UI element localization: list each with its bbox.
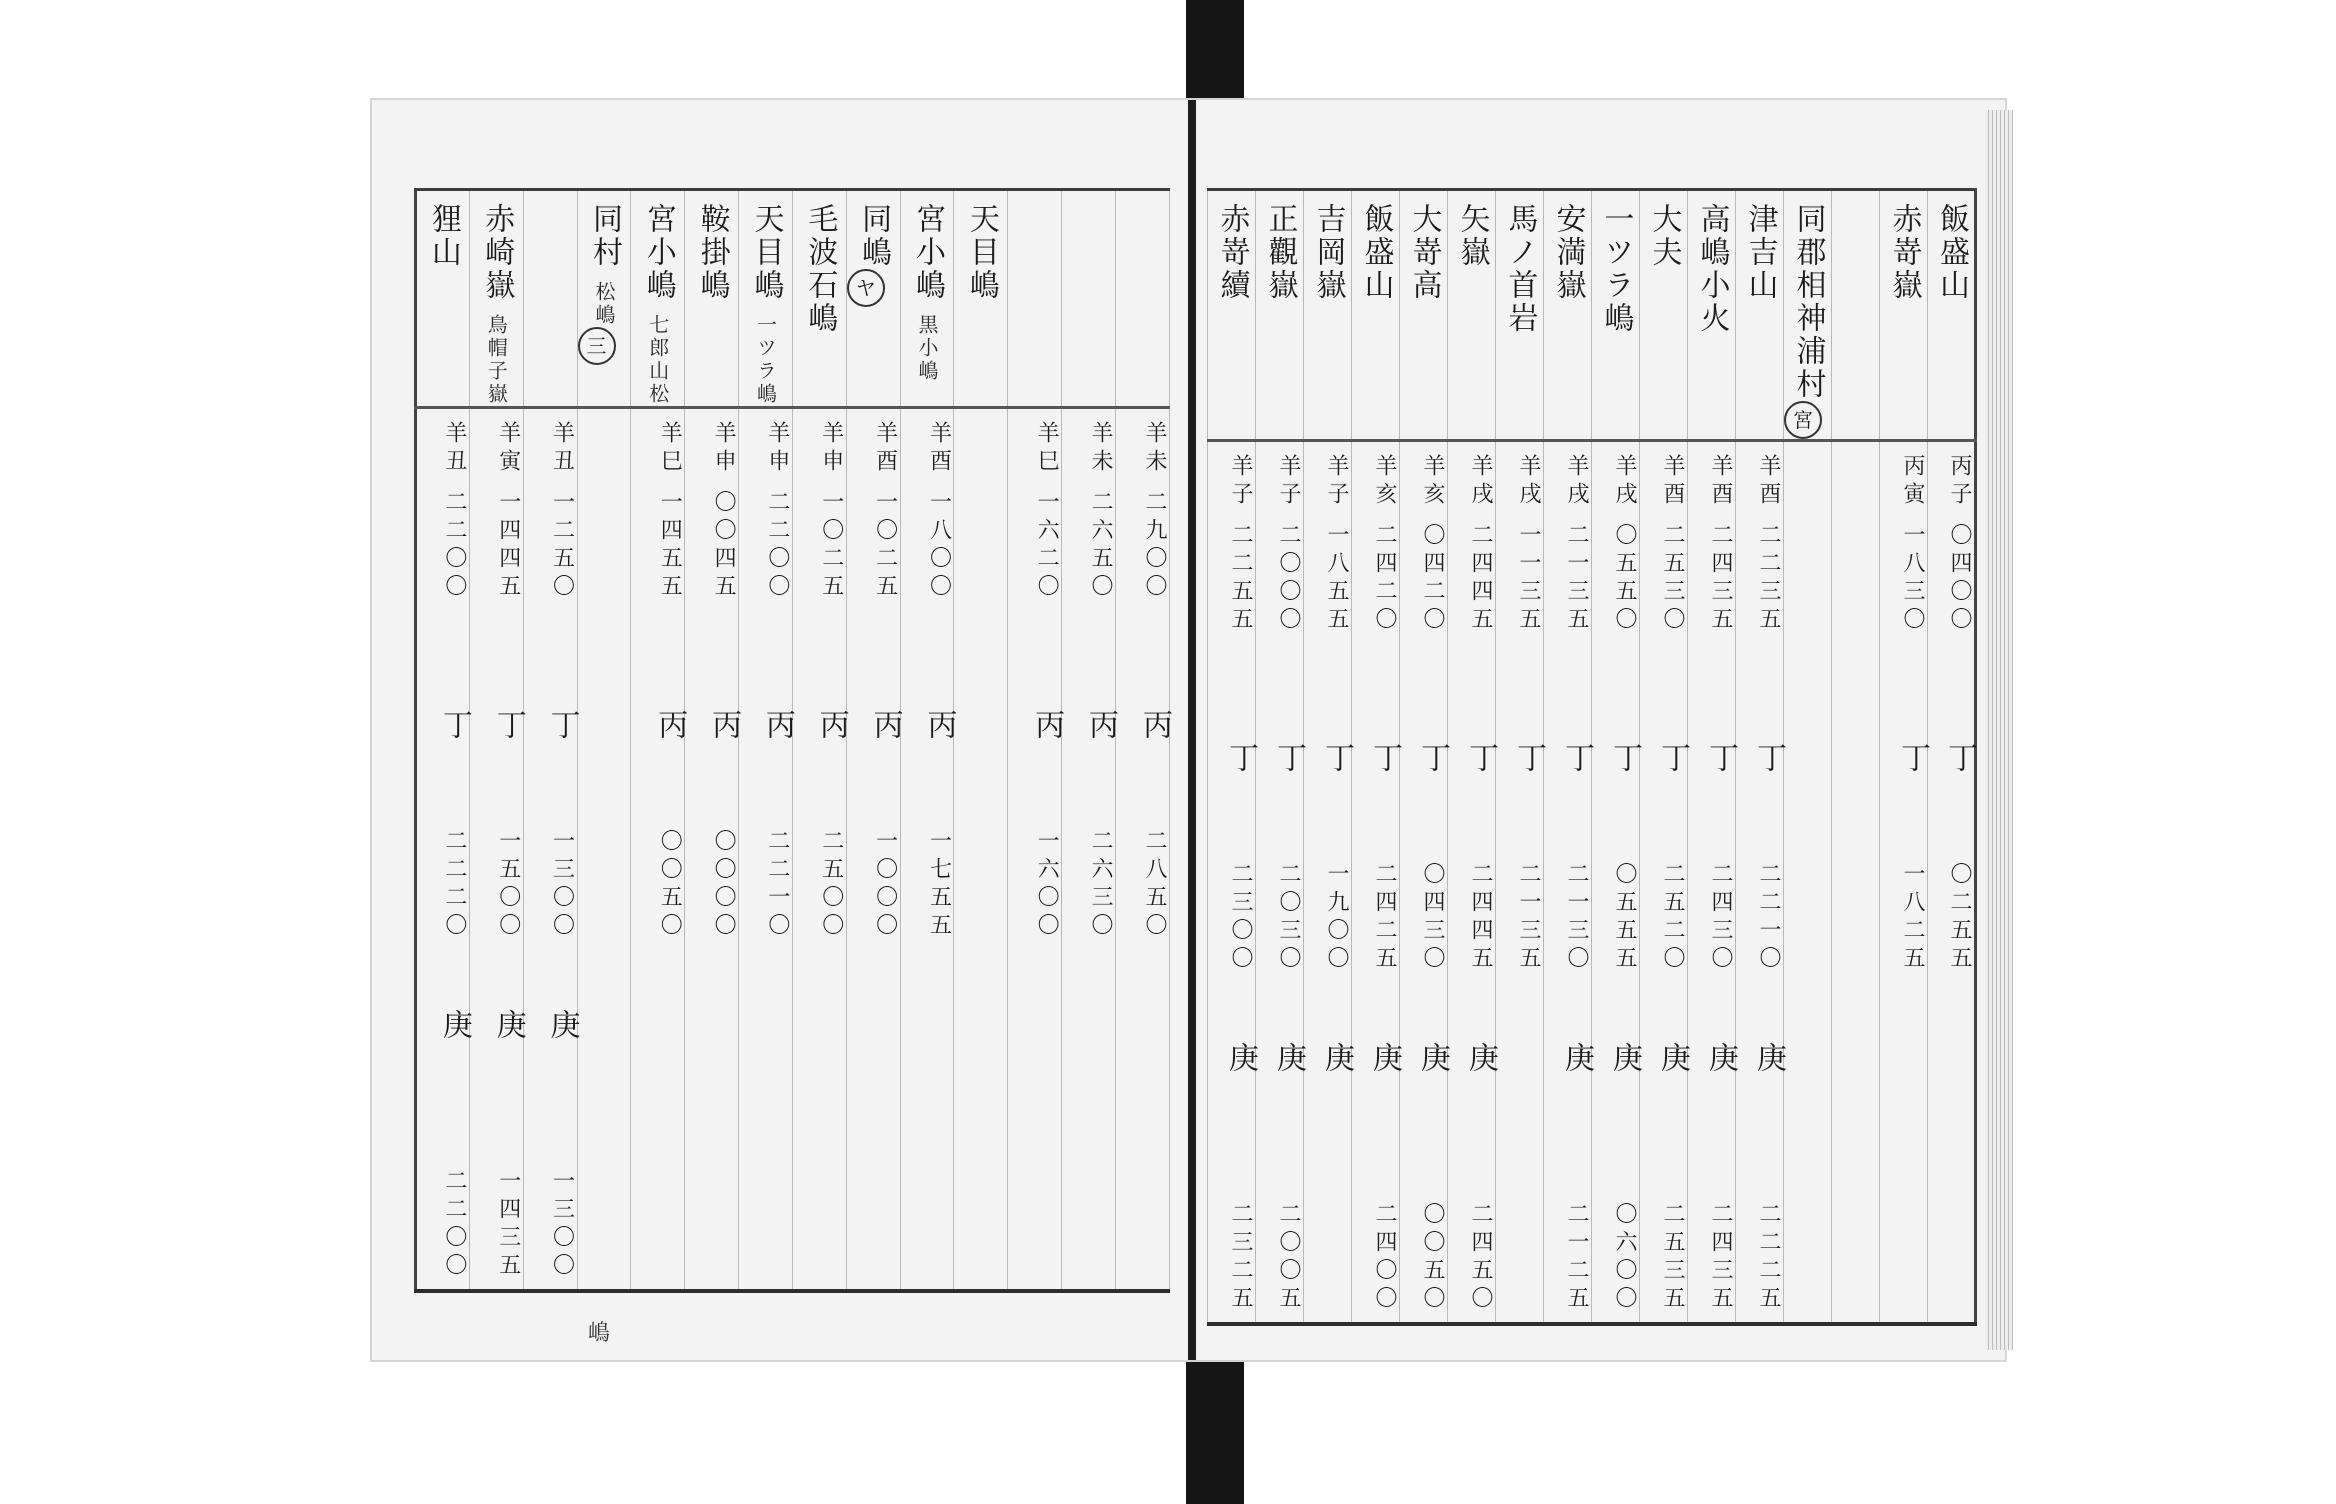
column-values [524, 409, 580, 1289]
value-a: 羊申 二二〇〇 [764, 421, 790, 602]
place-name: 鞍掛嶋 [694, 203, 730, 302]
column-values [1256, 442, 1306, 1322]
value-c: 二三〇〇 [1228, 862, 1253, 974]
place-subname: 黒小嶋 [915, 314, 940, 383]
data-column [954, 408, 1008, 1292]
column-values [1062, 409, 1118, 1289]
column-values [1592, 442, 1642, 1322]
binding-strap-top [1186, 0, 1244, 112]
value-d: 庚 [436, 1009, 472, 1045]
value-a: 羊酉 二五三〇 [1660, 454, 1685, 635]
value-e: 二二二五 [1756, 1202, 1781, 1314]
value-b: 丁 [1895, 742, 1930, 778]
column-header [1008, 190, 1062, 408]
place-name: 同嶋 [856, 203, 892, 269]
column-values [1784, 442, 1831, 1322]
value-e: 二五三五 [1660, 1202, 1685, 1314]
value-c: 一六〇〇 [1034, 829, 1060, 941]
value-c: 二五〇〇 [818, 829, 844, 941]
column-header [1496, 190, 1544, 441]
place-subname: 七郎山松 [645, 314, 670, 406]
column-header [1208, 190, 1256, 441]
column-values [1640, 442, 1690, 1322]
value-b: 丙 [813, 709, 849, 745]
value-e: 二三二五 [1228, 1202, 1253, 1314]
column-header [1640, 190, 1688, 441]
value-c: 二二一〇 [764, 829, 790, 941]
column-header [1062, 190, 1116, 408]
column-header [523, 190, 577, 408]
value-e: 一三〇〇 [549, 1169, 575, 1281]
circle-mark-village: 三 [578, 327, 616, 365]
data-column [900, 408, 957, 1292]
value-c: 二一三五 [1516, 862, 1541, 974]
value-b: 丁 [1367, 742, 1402, 778]
circle-mark: 宮 [1784, 401, 1822, 439]
value-a: 羊戌 二一三五 [1564, 454, 1589, 635]
column-values [847, 409, 903, 1289]
column-values [739, 409, 795, 1289]
column-header [1544, 190, 1592, 441]
place-name: 飯盛山 [1934, 203, 1969, 302]
data-column [1544, 441, 1592, 1325]
place-name: 赤嵜續 [1214, 203, 1250, 302]
data-column [846, 408, 903, 1292]
place-subname: 松嶋 [591, 281, 616, 327]
data-column [1736, 441, 1784, 1325]
data-column [1688, 441, 1736, 1325]
data-column [577, 408, 631, 1292]
column-values [1880, 442, 1930, 1322]
value-c: 二二一〇 [1756, 862, 1781, 974]
column-header [631, 190, 685, 408]
column-header [1928, 190, 1976, 441]
column-values [578, 409, 631, 1289]
place-name: 高嶋小火 [1694, 203, 1730, 335]
data-column [1115, 408, 1172, 1292]
column-header [1304, 190, 1352, 441]
value-c: 一七五五 [926, 829, 952, 941]
value-a: 羊戌 〇五五〇 [1612, 454, 1637, 635]
data-column [685, 408, 742, 1292]
value-e: 二四〇〇 [1372, 1202, 1397, 1314]
value-b: 丙 [652, 709, 688, 745]
value-a: 羊亥 二四二〇 [1372, 454, 1397, 635]
value-b: 丙 [759, 709, 795, 745]
value-c: 〇五五五 [1612, 862, 1637, 974]
column-values [631, 409, 688, 1289]
column-values [1736, 442, 1786, 1322]
value-c: 二一三〇 [1564, 862, 1589, 974]
value-c: 二四四五 [1468, 862, 1493, 974]
column-values [1116, 409, 1172, 1289]
value-b: 丁 [1655, 742, 1690, 778]
column-values [1352, 442, 1402, 1322]
column-values [1208, 442, 1258, 1322]
column-header [739, 190, 793, 408]
column-header [1880, 190, 1928, 441]
value-b: 丙 [706, 709, 742, 745]
value-b: 丁 [1607, 742, 1642, 778]
place-subname: 一ツラ嶋 [753, 314, 778, 406]
value-b: 丙 [1029, 709, 1065, 745]
value-a: 羊戌 一一三五 [1516, 454, 1541, 635]
column-values [417, 409, 472, 1289]
value-b: 丁 [544, 709, 580, 745]
value-a: 羊亥 〇四二〇 [1420, 454, 1445, 635]
header-row [416, 190, 1170, 408]
value-c: 〇〇五〇 [657, 829, 683, 941]
place-name: 赤崎嶽 [479, 203, 515, 302]
value-a: 羊申 一〇二五 [818, 421, 844, 602]
data-column [1640, 441, 1688, 1325]
data-column [416, 408, 470, 1292]
value-c: 一〇〇〇 [872, 829, 898, 941]
data-column [631, 408, 688, 1292]
column-header [1448, 190, 1496, 441]
place-name: 天目嶋 [963, 203, 999, 302]
value-a: 羊戌 二四四五 [1468, 454, 1493, 635]
column-values [470, 409, 526, 1289]
binding-strap-bottom [1186, 1358, 1244, 1504]
place-name: 津吉山 [1742, 203, 1778, 302]
value-c: 〇〇〇〇 [711, 829, 737, 941]
column-values [901, 409, 957, 1289]
value-a: 羊酉 一〇二五 [872, 421, 898, 602]
data-column [523, 408, 580, 1292]
value-c: 二〇三〇 [1276, 862, 1301, 974]
column-values [954, 409, 1007, 1289]
page-mark: 嶋 [588, 1321, 611, 1346]
value-c: 〇二五五 [1947, 862, 1972, 974]
value-b: 丁 [1223, 742, 1258, 778]
column-header [1784, 190, 1832, 441]
value-b: 丁 [1511, 742, 1546, 778]
data-column [1304, 441, 1352, 1325]
data-column [1062, 408, 1116, 1292]
value-c: 一九〇〇 [1324, 862, 1349, 974]
data-column [1400, 441, 1448, 1325]
data-row [1208, 441, 1976, 1325]
place-name: 宮小嶋 [910, 203, 946, 302]
place-name: 宮小嶋 [640, 203, 676, 302]
value-c: 二八五〇 [1142, 829, 1167, 941]
value-c: 一八二五 [1900, 862, 1925, 974]
value-c: 一五〇〇 [495, 829, 521, 941]
value-d: 庚 [1319, 1042, 1354, 1078]
place-name: 安満嶽 [1550, 203, 1586, 302]
column-values [1496, 442, 1546, 1322]
value-a: 羊寅 一四四五 [495, 421, 521, 602]
place-name: 大夫 [1646, 203, 1682, 269]
value-c: 二四二五 [1372, 862, 1397, 974]
value-d: 庚 [490, 1009, 526, 1045]
column-values [1008, 409, 1065, 1289]
value-a: 羊子 一八五五 [1324, 454, 1349, 635]
data-column [1008, 408, 1065, 1292]
column-header [577, 190, 631, 408]
value-a: 丙寅 一八三〇 [1900, 454, 1925, 635]
value-a: 羊未 二六五〇 [1087, 421, 1113, 602]
value-d: 庚 [1559, 1042, 1594, 1078]
value-c: 〇四三〇 [1420, 862, 1445, 974]
circle-mark: ヤ [847, 269, 885, 307]
value-b: 丁 [1703, 742, 1738, 778]
column-header [792, 190, 846, 408]
column-values [685, 409, 742, 1289]
value-d: 庚 [1607, 1042, 1642, 1078]
column-header [1832, 190, 1880, 441]
column-header [1688, 190, 1736, 441]
value-d: 庚 [1463, 1042, 1498, 1078]
place-name: 馬ノ首岩 [1502, 203, 1538, 335]
column-header [1592, 190, 1640, 441]
column-header [900, 190, 954, 408]
value-d: 庚 [1415, 1042, 1450, 1078]
column-values [1304, 442, 1354, 1322]
value-a: 羊酉 二二三五 [1756, 454, 1781, 635]
value-e: 二二〇〇 [441, 1169, 467, 1281]
column-header [954, 190, 1008, 408]
place-name: 吉岡嶽 [1310, 203, 1346, 302]
value-b: 丁 [490, 709, 526, 745]
place-subname: 鳥帽子嶽 [484, 314, 509, 406]
column-header [846, 190, 900, 408]
value-d: 庚 [1367, 1042, 1402, 1078]
data-column [1256, 441, 1304, 1325]
column-values [1448, 442, 1498, 1322]
value-b: 丁 [1415, 742, 1450, 778]
value-a: 羊酉 一八〇〇 [926, 421, 952, 602]
value-b: 丙 [1137, 709, 1172, 745]
column-values [1688, 442, 1738, 1322]
place-name: 正觀嶽 [1262, 203, 1298, 302]
value-d: 庚 [544, 1009, 580, 1045]
value-d: 庚 [1271, 1042, 1306, 1078]
value-a: 羊巳 一六二〇 [1034, 421, 1060, 602]
value-d: 庚 [1223, 1042, 1258, 1078]
column-header [1115, 190, 1169, 408]
value-d: 庚 [1655, 1042, 1690, 1078]
data-column [469, 408, 526, 1292]
right-data-table [1207, 188, 1977, 1326]
value-b: 丁 [436, 709, 472, 745]
column-header [685, 190, 739, 408]
place-name: 毛波石嶋 [802, 203, 838, 335]
value-a: 羊丑 一二五〇 [549, 421, 575, 602]
value-e: 〇〇五〇 [1420, 1202, 1445, 1314]
place-name: 一ツラ嶋 [1598, 203, 1634, 335]
column-header [1256, 190, 1304, 441]
place-name: 天目嶋 [748, 203, 784, 302]
value-a: 羊未 二九〇〇 [1142, 421, 1167, 602]
place-name: 矢嶽 [1454, 203, 1490, 269]
data-column [1448, 441, 1496, 1325]
value-b: 丁 [1271, 742, 1306, 778]
value-b: 丁 [1751, 742, 1786, 778]
column-values [1832, 442, 1879, 1322]
value-c: 二二二〇 [441, 829, 467, 941]
value-a: 羊子 二二五五 [1228, 454, 1253, 635]
data-row [416, 408, 1170, 1292]
value-e: 〇六〇〇 [1612, 1202, 1637, 1314]
value-d: 庚 [1751, 1042, 1786, 1078]
value-c: 二五二〇 [1660, 862, 1685, 974]
place-name: 大嵜高 [1406, 203, 1442, 302]
value-a: 羊酉 二四三五 [1708, 454, 1733, 635]
value-c: 二四三〇 [1708, 862, 1733, 974]
data-column [1352, 441, 1400, 1325]
value-e: 二四五〇 [1468, 1202, 1493, 1314]
data-column [1784, 441, 1832, 1325]
column-header [1400, 190, 1448, 441]
value-c: 二六三〇 [1087, 829, 1113, 941]
value-e: 二一二五 [1564, 1202, 1589, 1314]
value-c: 一三〇〇 [549, 829, 575, 941]
value-a: 羊丑 二二〇〇 [441, 421, 467, 602]
place-name: 同郡相神浦村 [1790, 203, 1826, 401]
value-a: 羊申 〇〇四五 [711, 421, 737, 602]
column-header [416, 190, 470, 408]
place-name: 同村 [586, 203, 622, 269]
data-column [1592, 441, 1640, 1325]
value-a: 羊子 二〇〇〇 [1276, 454, 1301, 635]
value-b: 丁 [1463, 742, 1498, 778]
value-e: 一四三五 [495, 1169, 521, 1281]
column-values [1400, 442, 1450, 1322]
value-b: 丙 [867, 709, 903, 745]
data-column [1928, 441, 1976, 1325]
header-row [1208, 190, 1976, 441]
value-d: 庚 [1703, 1042, 1738, 1078]
data-column [1832, 441, 1880, 1325]
column-header [469, 190, 523, 408]
value-e: 二四三五 [1708, 1202, 1733, 1314]
data-column [1880, 441, 1928, 1325]
column-values [1928, 442, 1977, 1322]
place-name: 飯盛山 [1358, 203, 1394, 302]
value-b: 丁 [1942, 742, 1977, 778]
left-data-table [414, 188, 1170, 1293]
place-name: 狸山 [425, 203, 461, 269]
data-column [1208, 441, 1256, 1325]
data-column [739, 408, 793, 1292]
data-column [792, 408, 849, 1292]
value-a: 羊巳 一四五五 [657, 421, 683, 602]
value-b: 丙 [1082, 709, 1118, 745]
column-values [793, 409, 849, 1289]
data-column [1496, 441, 1544, 1325]
column-header [1736, 190, 1784, 441]
book-fold [1188, 100, 1196, 1360]
value-e: 二〇〇五 [1276, 1202, 1301, 1314]
value-b: 丁 [1319, 742, 1354, 778]
page-edges [1985, 110, 2013, 1350]
place-name: 赤嵜嶽 [1886, 203, 1922, 302]
column-header [1352, 190, 1400, 441]
value-b: 丙 [921, 709, 957, 745]
value-b: 丁 [1559, 742, 1594, 778]
value-a: 丙子 〇四〇〇 [1947, 454, 1972, 635]
column-values [1544, 442, 1594, 1322]
